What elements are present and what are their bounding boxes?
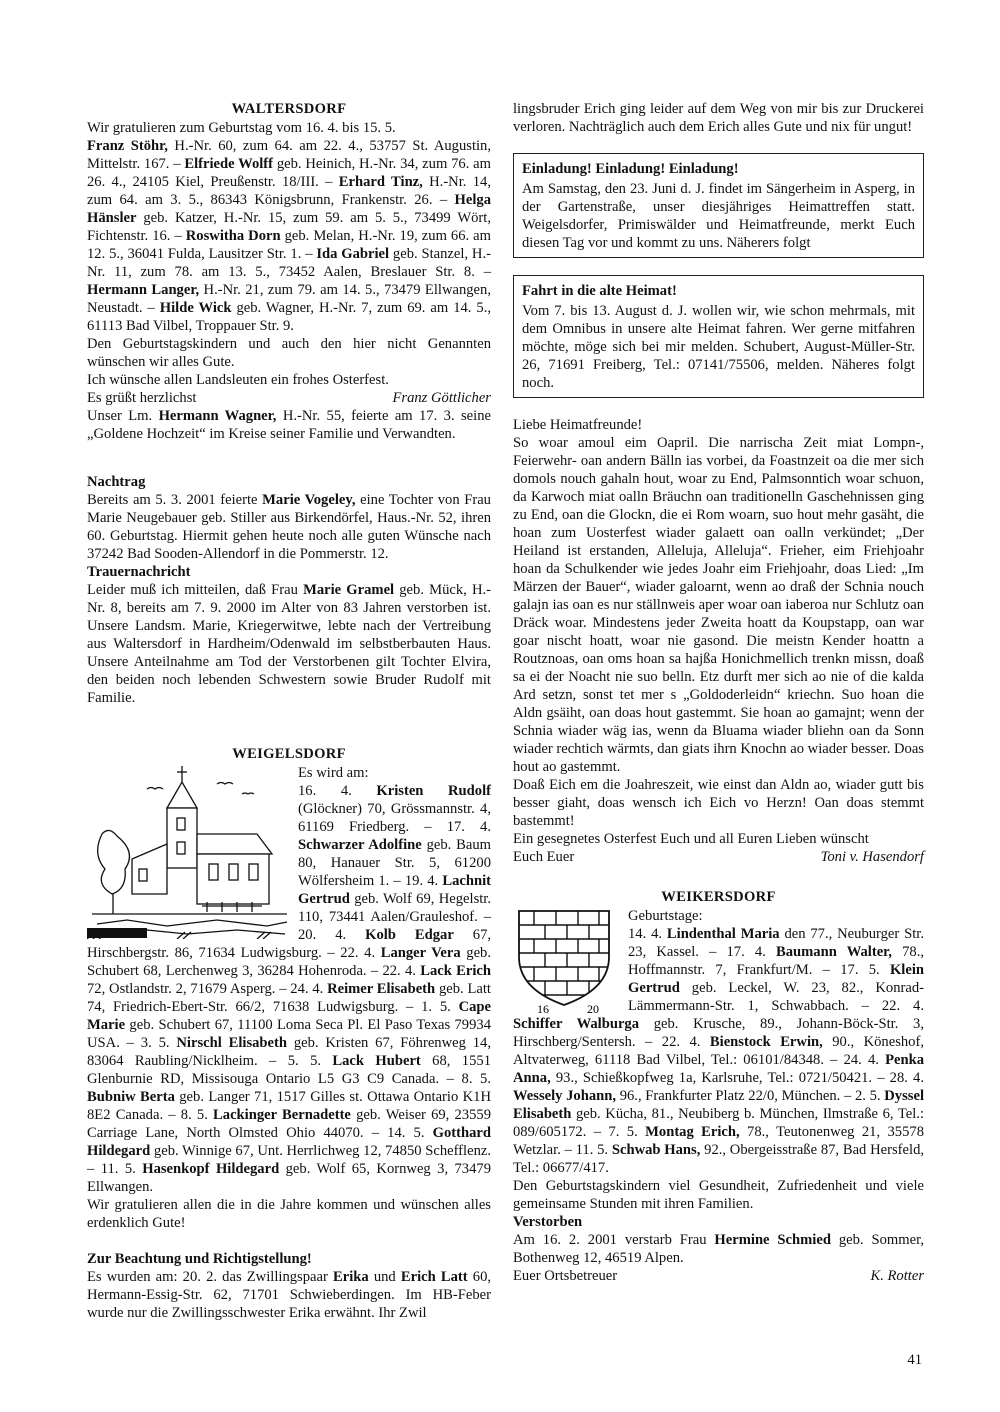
correction-text-continued: lingsbruder Erich ging leider auf dem Weg von mir bis zur Druckerei verloren. Nachträglich auch dem Erich alles Gute und nix für ungut!	[513, 101, 924, 135]
birthday-details: 90., Köneshof, Altvaterweg, 61118 Bad Vilbel, Tel.: 06101/84348. – 24. 4.	[513, 1034, 924, 1068]
birthday-name: Baumann Walter,	[775, 944, 892, 960]
birthday-name: Hasenkopf Hildegard	[142, 1161, 280, 1177]
birthday-details: 67, Hirschbergstr. 86, 71634 Ludwigsburg. – 22. 4.	[87, 927, 492, 961]
birthday-details: geb. Latt 74, Friedrich-Ebert-Str. 66/2, 71638 Ludwigsburg. – 1. 5.	[87, 981, 491, 1015]
deceased-title: Verstorben	[513, 1214, 583, 1230]
birthday-name: Elfriede Wolff	[184, 156, 274, 172]
crest-year-right-label: 20	[587, 1002, 599, 1015]
birthday-details: geb. Schubert 67, 11100 Loma Seca Pl. El Paso Texas 79934 USA. – 3. 5.	[87, 1017, 491, 1051]
waltersdorf-intro: Wir gratulieren zum Geburtstag vom 16. 4. bis 15. 5.	[87, 120, 396, 136]
church-illustration	[87, 764, 292, 939]
birthday-name: Ida Gabriel	[316, 246, 390, 262]
birthday-details: 78., Teutonenweg 21, 35578 Wetzlar. – 11. 5.	[513, 1124, 924, 1158]
birthday-details: H.-Nr. 14, zum 64. am 3. 5., 86343 Königsbrunn, Frankenstr. 26. –	[87, 174, 491, 208]
birthday-details: H.-Nr. 21, zum 79. am 14. 5., 73479 Ellwangen, Neustadt. –	[87, 282, 491, 316]
page-number: 41	[907, 1352, 922, 1368]
birthday-details: geb. Wolf 65, Kornweg 3, 73479 Ellwangen.	[87, 1161, 491, 1195]
correction-text: Es wurden am: 20. 2. das Zwillingspaar Erika und Erich Latt 60, Hermann-Essig-Str. 62, 71701 Schwieberdingen. Im HB-Feber wurde nur die Zwillingsschwester Erika erwähnt. Ihr Zwil	[87, 1269, 492, 1321]
weikersdorf-from: Euer Ortsbetreuer	[513, 1268, 618, 1284]
birthday-details: geb. Kristen 67, Föhrenweg 14, 83064 Raubling/Nicklheim. – 5. 5.	[87, 1035, 491, 1069]
birthday-name: Langer Vera	[380, 945, 461, 961]
birthday-name: Bienstock Erwin,	[709, 1034, 823, 1050]
birthday-name: Lack Hubert	[332, 1053, 421, 1069]
birthday-details: geb. Krusche, 89., Johann-Böck-Str. 3, Hirschberg/Sentersh. – 22. 4.	[513, 1016, 924, 1050]
birthday-details: 68, 1551 Glenburnie RD, Missisouga Ontario L5 G3 C9 Canada. – 8. 5.	[87, 1053, 491, 1087]
birthday-name: Nirschl Elisabeth	[176, 1035, 287, 1051]
weigelsdorf-intro: Es wird am:	[298, 765, 369, 781]
crest-year-left-label: 16	[537, 1002, 549, 1015]
birthday-name: Lachnit Gertrud	[298, 873, 491, 907]
birthday-name: Reimer Elisabeth	[327, 981, 436, 997]
birthday-details: geb. Heinich, H.-Nr. 34, zum 76. am 26. 4., 24105 Kiel, Preußenstr. 18/III. –	[87, 156, 491, 190]
birthday-details: 96., Frankfurter Platz 22/0, München. – 2. 5.	[616, 1088, 885, 1104]
birthday-date: 14. 4.	[628, 926, 667, 942]
birthday-details: geb. Baum 80, Hanauer Str. 5, 61200 Wölfersheim 1. – 19. 4.	[298, 837, 491, 889]
weikersdorf-intro: Geburtstage:	[628, 908, 703, 924]
nachtrag-text: Bereits am 5. 3. 2001 feierte Marie Vogeley, eine Tochter von Frau Marie Neugebauer geb. Stiller aus Birkendörfel, Haus.-Nr. 52, ihren 60. Geburtstag. Hiermit gehen heute noch alle guten Wünsche nach 37242 Bad Sooden-Allendorf in die Pommerstr. 12.	[87, 492, 491, 562]
birthday-date: 16. 4.	[298, 783, 377, 799]
birthday-name: Franz Stöhr,	[87, 138, 168, 154]
weigelsdorf-heading: WEIGELSDORF	[232, 746, 346, 762]
birthday-name: Dyssel Elisabeth	[513, 1088, 924, 1122]
letter-signature: Toni v. Hasendorf	[820, 849, 924, 865]
birthday-name: Gotthard Hildegard	[87, 1125, 491, 1159]
waltersdorf-signature: Franz Göttlicher	[392, 390, 491, 406]
weikersdorf-wish: Den Geburtstagskindern viel Gesundheit, Zufriedenheit und viele gemeinsame Stunden mit ihren Familien.	[513, 1178, 924, 1212]
letter-salutation: Liebe Heimatfreunde!	[513, 417, 643, 433]
waltersdorf-wish: Den Geburtstagskindern und auch den hier nicht Genannten wünschen wir alles Gute.	[87, 336, 491, 370]
letter-wish: Ein gesegnetes Osterfest Euch und all Euren Lieben wünscht	[513, 831, 869, 847]
birthday-details: 72, Ostlandstr. 2, 71679 Asperg. – 24. 4.	[87, 981, 328, 997]
birthday-name: Bubniw Berta	[87, 1089, 175, 1105]
birthday-name: Wessely Johann,	[513, 1088, 617, 1104]
waltersdorf-easter-wish: Ich wünsche allen Landsleuten ein frohes Osterfest.	[87, 372, 389, 388]
birthday-details: geb. Leckel, W. 23, 82., Konrad-Lämmermann-Str. 1, Schwabbach. – 22. 4.	[628, 980, 924, 1014]
birthday-name: Cape Marie	[87, 999, 491, 1033]
birthday-name: Schwarzer Adolfine	[298, 837, 422, 853]
birthday-details: geb. Wagner, H.-Nr. 7, zum 69. am 14. 5., 61113 Bad Vilbel, Troppauer Str. 9.	[87, 300, 492, 334]
birthday-name: Schwab Hans,	[611, 1142, 701, 1158]
weigelsdorf-wish: Wir gratulieren allen die in die Jahre kommen und wünschen alles erdenklich Gute!	[87, 1197, 491, 1231]
trauer-text: Leider muß ich mitteilen, daß Frau Marie Gramel geb. Mück, H.-Nr. 8, bereits am 7. 9. 2000 im Alter von 83 Jahren verstorben ist. Unsere Landsm. Marie, Kriegerwitwe, lebte nach der Vertreibung aus Waltersdorf in Hardheim/Odenwald im selbstberbauten Haus. Unsere Anteilnahme am Tod der Verstorbenen gilt Tochter Elvira, den beiden noch lebenden Schwestern sowie Bruder Rudolf mit Familie.	[87, 582, 491, 706]
birthday-name: Helga Hänsler	[87, 192, 491, 226]
birthday-details: (Glöckner) 70, Grössmannstr. 4, 61169 Friedberg. – 17. 4.	[298, 801, 491, 835]
birthday-details: H.-Nr. 60, zum 64. am 22. 4., 53757 St. Augustin, Mittelstr. 167. –	[87, 138, 492, 172]
trip-text: Vom 7. bis 13. August d. J. wollen wir, wie schon mehrmals, mit dem Omnibus in unsere alte Heimat fahren. Wer gerne mitfahren möchte, möge sich bei mir melden. Schubert, August-Müller-Str. 26, 71691 Freiberg, Tel.: 07141/75506, melden. Näheres folgt noch.	[522, 303, 915, 391]
letter-closing: Doaß Eich em die Joahreszeit, wie einst dan Aldn ao, wiader gutt bis besser giaht, doas wensch ich Eich vo Herzn! Oan doas stemmt bastemmt!	[513, 777, 924, 829]
birthday-name: Lindenthal Maria	[666, 926, 780, 942]
nachtrag-title: Nachtrag	[87, 474, 146, 490]
birthday-details: geb. Wolf 69, Hegelstr. 110, 73441 Aalen/Grauleshof. – 20. 4.	[298, 891, 491, 943]
wagner-anniversary: Unser Lm. Hermann Wagner, H.-Nr. 55, feierte am 17. 3. seine „Goldene Hochzeit“ im Kreise seiner Familie und Verwandten.	[87, 408, 491, 442]
birthday-details: geb. Schubert 68, Lerchenweg 3, 36284 Hohenroda. – 22. 4.	[87, 945, 491, 979]
birthday-name: Lackinger Bernadette	[213, 1107, 351, 1123]
weikersdorf-crest	[509, 907, 624, 1015]
crest-icon	[509, 907, 624, 1015]
birthday-details: 92., Obergeisstraße 87, Bad Hersfeld, Tel.: 06677/417.	[513, 1142, 925, 1176]
birthday-name: Schiffer Walburga	[513, 1016, 640, 1032]
letter-from: Euch Euer	[513, 849, 575, 865]
birthday-name: Klein Gertrud	[628, 962, 924, 996]
birthday-details: geb. Katzer, H.-Nr. 15, zum 59. am 5. 5., 73499 Wört, Fichtenstr. 16. –	[87, 210, 491, 244]
correction-title: Zur Beachtung und Richtigstellung!	[87, 1251, 312, 1267]
trip-title: Fahrt in die alte Heimat!	[522, 283, 677, 299]
waltersdorf-greeting: Es grüßt herzlichst	[87, 390, 197, 406]
deceased-text: Am 16. 2. 2001 verstarb Frau Hermine Schmied geb. Sommer, Bothenweg 12, 46519 Alpen.	[513, 1232, 924, 1266]
invitation-title: Einladung! Einladung! Einladung!	[522, 161, 739, 177]
birthday-name: Montag Erich,	[645, 1124, 740, 1140]
invitation-box	[513, 153, 924, 258]
birthday-details: 78., Hoffmannstr. 7, Frankfurt/M. – 17. 5.	[628, 944, 924, 978]
letter-signature-line	[513, 848, 924, 866]
birthday-name: Erhard Tinz,	[338, 174, 423, 190]
waltersdorf-heading: WALTERSDORF	[231, 101, 347, 117]
birthday-name: Hermann Langer,	[87, 282, 200, 298]
birthday-name: Hilde Wick	[159, 300, 232, 316]
birthday-details: 93., Schießkopfweg 1a, Karlsruhe, Tel.: 0721/50421. – 28. 4.	[550, 1070, 924, 1086]
birthday-details: geb. Küchа, 81., Neubiberg b. München, Ilmstraße 6, Tel.: 089/605172. – 7. 5.	[513, 1106, 924, 1140]
left-column	[87, 100, 491, 1322]
trauer-title: Trauernachricht	[87, 564, 191, 580]
weikersdorf-signature-line	[513, 1267, 924, 1285]
birthday-details: geb. Winnige 67, Unt. Herrlichweg 12, 74850 Schefflenz. – 11. 5.	[87, 1143, 491, 1177]
birthday-details: den 77., Neuburger Str. 23, Kassel. – 17. 4.	[628, 926, 924, 960]
birthday-details: geb. Melan, H.-Nr. 19, zum 66. am 12. 5., 36041 Fulda, Lausitzer Str. 1. –	[87, 228, 491, 262]
trip-box	[513, 275, 924, 398]
right-column	[513, 100, 924, 1285]
birthday-name: Lack Erich	[420, 963, 492, 979]
birthday-details: geb. Stanzel, H.-Nr. 11, zum 78. am 13. 5., 73452 Aalen, Breslauer Str. 8. –	[87, 246, 491, 280]
letter-body: So woar amoul eim Oapril. Die narrischa Zeit miat Lompn-, Feierwehr- oan andern Bälln ias vorbei, da Foastnzeit oa die mer sich domols nouch gahaln hout, woar zu End, Palmsonntich woar schuon, da Karwoch miat oalln Bräuchn oan traditionelln Gaschehnissen ging zu End, oan die Glockn, die ei Rom woarn, suo hout mehr gasäht, die hoan zum Uosterfest wiader galaett oan oalln verkündet; „Der Heiland ist erstanden, Alleluja, Alleluja“. Frieher, eim Friehjoahr hoan da Schulkender wie jedes Joahr eim Friehjoahr, doas Lied: „Im Märzen der Bauer“, wiader galoarnt, wenn ao draß der Schnia nouch galajn ias oan es nur ställnweis aper woar oan iaberoa nur Schlutz oan Dräck woar. Mindestens jeder Zweita hoatt da Koupstapp, oan war goar nischt hoatt, woar nie gasond. Die meistn Kender hoattn a Routznoas, oan oms hoan sa hajßa Honichmellich trenkn missn, doaß sa ei der Noacht nie suo belln. Etz durft mer sich ao nie of die kalda Ard setzn, sonst tet mer s „Goldoderleidn“ kriechn. Suo hoan die Aldn gsäiht, oan doas hout gastemmt. Sie hoan ao gamajnt; wenn der Schnia wiader wäg ias, wenn da Bluama wiader bliehn oan da Sonn wiader rechtich wärmts, dan giats ihrn Knochn ao wiader besser. Doas hout ao gastemmt.	[513, 435, 924, 775]
weikersdorf-signature: K. Rotter	[870, 1268, 924, 1284]
waltersdorf-birthday-list	[87, 137, 491, 335]
birthday-name: Kolb Edgar	[365, 927, 454, 943]
birthday-name: Roswitha Dorn	[185, 228, 281, 244]
waltersdorf-signature-line	[87, 389, 491, 407]
birthday-details: geb. Langer 71, 1517 Gilles st. Ottawa Ontario K1H 8E2 Canada. – 8. 5.	[87, 1089, 491, 1123]
weikersdorf-heading: WEIKERSDORF	[661, 889, 776, 905]
invitation-text: Am Samstag, den 23. Juni d. J. findet im Sängerheim in Asperg, in der Gartenstraße, unser diesjähriges Heimattreffen statt. Weigelsdorfer, Primiswälder und Heimatfreunde, merkt Euch diesen Tag vor und kommt zu uns. Näherers folgt	[522, 181, 915, 251]
birthday-name: Penka Anna,	[513, 1052, 924, 1086]
birthday-details: geb. Weiser 69, 23559 Carriage Lane, North Olmsted Ohio 44070. – 14. 5.	[87, 1107, 492, 1141]
birthday-name: Kristen Rudolf	[376, 783, 491, 799]
